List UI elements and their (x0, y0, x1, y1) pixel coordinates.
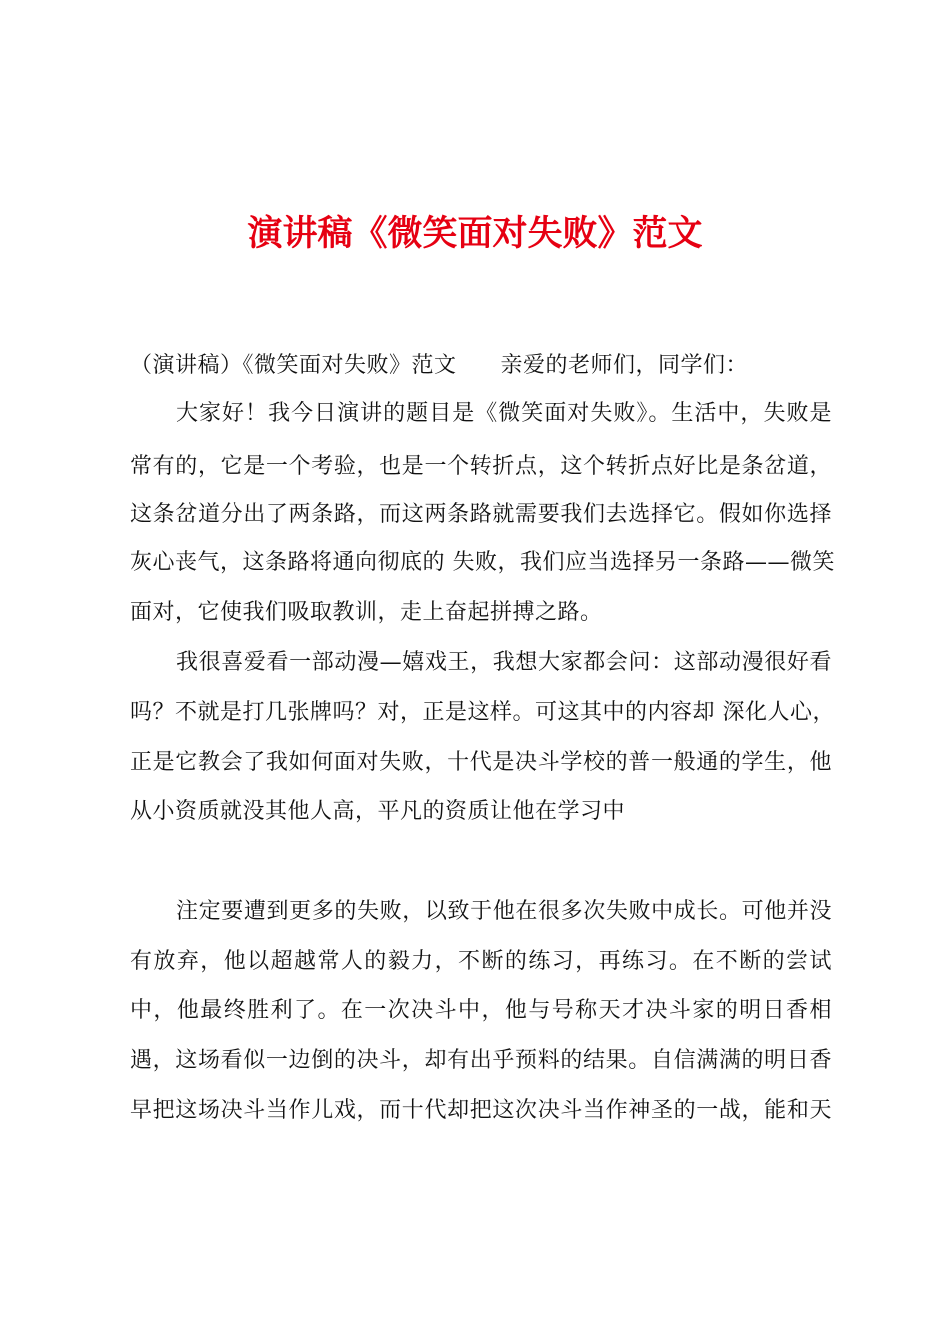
text-line: 我很喜爱看一部动漫—嬉戏王，我想大家都会问：这部动漫很好看 (176, 650, 832, 675)
text-line: 有放弃，他以超越常人的毅力，不断的练习，再练习。在不断的尝试 (130, 949, 832, 974)
text-line: 中，他最终胜利了。在一次决斗中，他与号称天才决斗家的明日香相 (130, 998, 832, 1023)
salutation: 亲爱的老师们，同学们： (500, 353, 749, 378)
intro-line (130, 351, 832, 381)
text-line: 常有的，它是一个考验，也是一个转折点，这个转折点好比是条岔道， (130, 454, 832, 479)
text-line: 从小资质就没其他人高，平凡的资质让他在学习中 (130, 799, 626, 824)
text-line: 正是它教会了我如何面对失败，十代是决斗学校的普一般通的学生，他 (130, 750, 832, 775)
text-line: 大家好！我今日演讲的题目是《微笑面对失败》。生活中，失败是 (176, 401, 832, 426)
document-title: 演讲稿《微笑面对失败》范文 (247, 213, 703, 254)
text-line: 这条岔道分出了两条路，而这两条路就需要我们去选择它。假如你选择 (130, 502, 832, 527)
text-line: 灰心丧气，这条路将通向彻底的 失败，我们应当选择另一条路——微笑 (130, 550, 835, 575)
text-line: 吗？不就是打几张牌吗？对，正是这样。可这其中的内容却 深化人心， (130, 700, 835, 725)
text-line: 遇，这场看似一边倒的决斗，却有出乎预料的结果。自信满满的明日香 (130, 1048, 832, 1073)
text-line: 面对，它使我们吸取教训，走上奋起拼搏之路。 (130, 600, 603, 625)
text-line: 注定要遭到更多的失败，以致于他在很多次失败中成长。可他并没 (176, 899, 832, 924)
text-line: 早把这场决斗当作儿戏，而十代却把这次决斗当作神圣的一战，能和天 (130, 1098, 832, 1123)
intro-source: （演讲稿）《微笑面对失败》范文 (130, 353, 457, 378)
